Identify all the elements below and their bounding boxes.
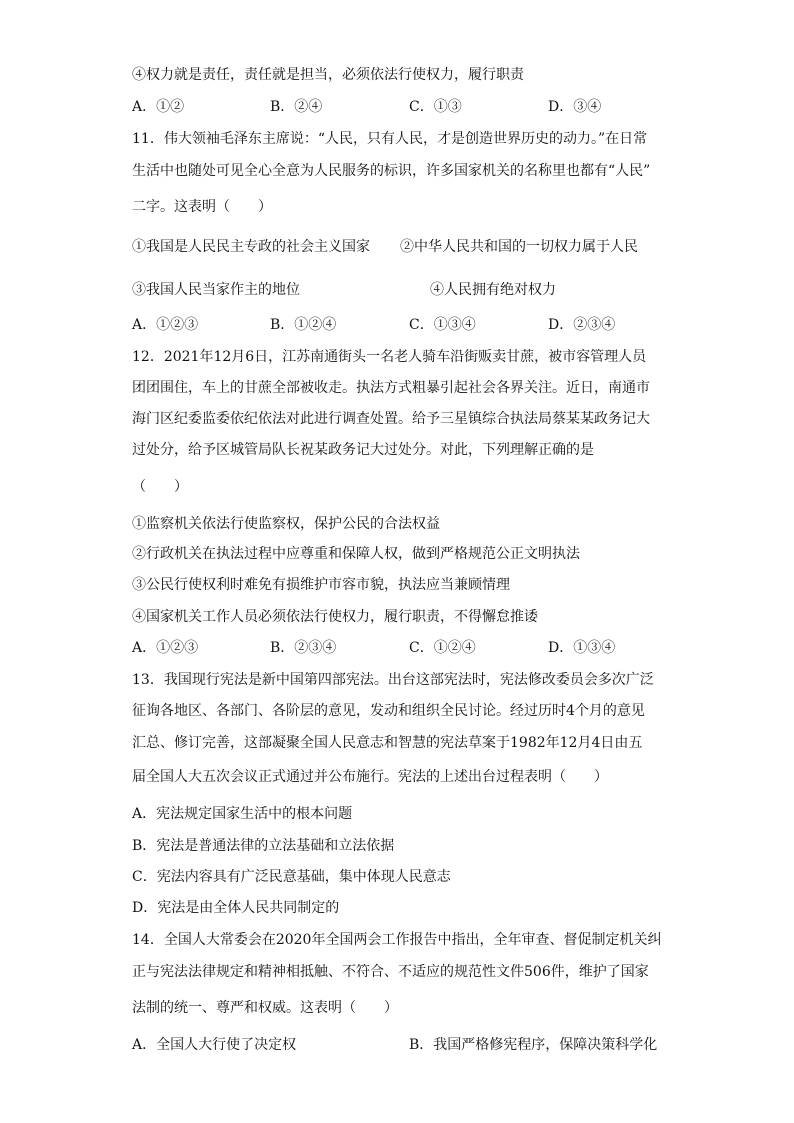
q11-option-d[interactable]: D．②③④ <box>548 317 616 333</box>
q13-option-b[interactable]: B．宪法是普通法律的立法基础和立法依据 <box>132 838 395 854</box>
q12-item-1: ①监察机关依法行使监察权，保护公民的合法权益 <box>132 516 440 532</box>
q12-stem-line-4: 过处分，给予区城管局队长祝某政务记大过处分。对此，下列理解正确的是 <box>132 442 594 458</box>
q12-option-c[interactable]: C．①②④ <box>409 640 476 656</box>
q13-stem-line-4: 届全国人大五次会议正式通过并公布施行。宪法的上述出台过程表明（ ） <box>132 769 608 785</box>
q11-option-c[interactable]: C．①③④ <box>409 317 476 333</box>
q11-item-3: ③我国人民当家作主的地位 <box>132 282 300 298</box>
q10-item-4: ④权力就是责任，责任就是担当，必须依法行使权力，履行职责 <box>132 67 524 83</box>
q11-stem-line-1: 11．伟大领袖毛泽东主席说：“人民，只有人民，才是创造世界历史的动力。”在日常 <box>132 131 648 147</box>
q14-stem-line-1: 14．全国人大常委会在2020年全国两会工作报告中指出，全年审查、督促制定机关纠 <box>132 932 662 948</box>
q10-option-b[interactable]: B．②④ <box>270 99 323 115</box>
q12-stem-line-2: 团团围住，车上的甘蔗全部被收走。执法方式粗暴引起社会各界关注。近日，南通市 <box>132 380 650 396</box>
q14-stem-line-3: 法制的统一、尊严和权威。这表明（ ） <box>132 1000 398 1016</box>
q11-item-1: ①我国是人民民主专政的社会主义国家 <box>132 239 370 255</box>
q13-stem-line-3: 汇总、修订完善，这部凝聚全国人民意志和智慧的宪法草案于1982年12月4日由五 <box>132 735 643 751</box>
q12-item-3: ③公民行使权利时难免有损维护市容市貌，执法应当兼顾情理 <box>132 577 510 593</box>
q13-stem-line-2: 征询各地区、各部门、各阶层的意见，发动和组织全民讨论。经过历时4个月的意见 <box>132 703 645 719</box>
q13-stem-line-1: 13．我国现行宪法是新中国第四部宪法。出台这部宪法时，宪法修改委员会多次广泛 <box>132 672 654 688</box>
q14-option-b[interactable]: B．我国严格修宪程序，保障决策科学化 <box>409 1037 658 1053</box>
q11-stem-line-3: 二字。这表明（ ） <box>132 199 272 215</box>
q12-item-4: ④国家机关工作人员必须依法行使权力，履行职责，不得懈怠推诿 <box>132 609 538 625</box>
q12-stem-line-5: （ ） <box>132 479 188 495</box>
q12-stem-line-3: 海门区纪委监委依纪依法对此进行调查处置。给予三星镇综合执法局蔡某某政务记大 <box>132 411 650 427</box>
q12-stem-line-1: 12．2021年12月6日，江苏南通街头一名老人骑车沿街贩卖甘蔗，被市容管理人员 <box>132 349 647 365</box>
q10-option-a[interactable]: A．①② <box>132 99 185 115</box>
q10-option-c[interactable]: C．①③ <box>409 99 462 115</box>
q14-option-a[interactable]: A．全国人大行使了决定权 <box>132 1037 297 1053</box>
q11-stem-line-2: 生活中也随处可见全心全意为人民服务的标识，许多国家机关的名称里也都有“人民” <box>132 163 651 179</box>
q12-option-a[interactable]: A．①②③ <box>132 640 199 656</box>
q13-option-c[interactable]: C．宪法内容具有广泛民意基础，集中体现人民意志 <box>132 869 451 885</box>
q11-item-4: ④人民拥有绝对权力 <box>430 282 556 298</box>
q11-option-a[interactable]: A．①②③ <box>132 317 199 333</box>
q12-option-b[interactable]: B．②③④ <box>270 640 337 656</box>
q12-item-2: ②行政机关在执法过程中应尊重和保障人权，做到严格规范公正文明执法 <box>132 546 580 562</box>
q13-option-d[interactable]: D．宪法是由全体人民共同制定的 <box>132 900 340 916</box>
q11-option-b[interactable]: B．①②④ <box>270 317 337 333</box>
q11-item-2: ②中华人民共和国的一切权力属于人民 <box>400 239 638 255</box>
q12-option-d[interactable]: D．①③④ <box>548 640 616 656</box>
q13-option-a[interactable]: A．宪法规定国家生活中的根本问题 <box>132 806 353 822</box>
q14-stem-line-2: 正与宪法法律规定和精神相抵触、不符合、不适应的规范性文件506件，维护了国家 <box>132 964 649 980</box>
q10-option-d[interactable]: D．③④ <box>548 99 602 115</box>
